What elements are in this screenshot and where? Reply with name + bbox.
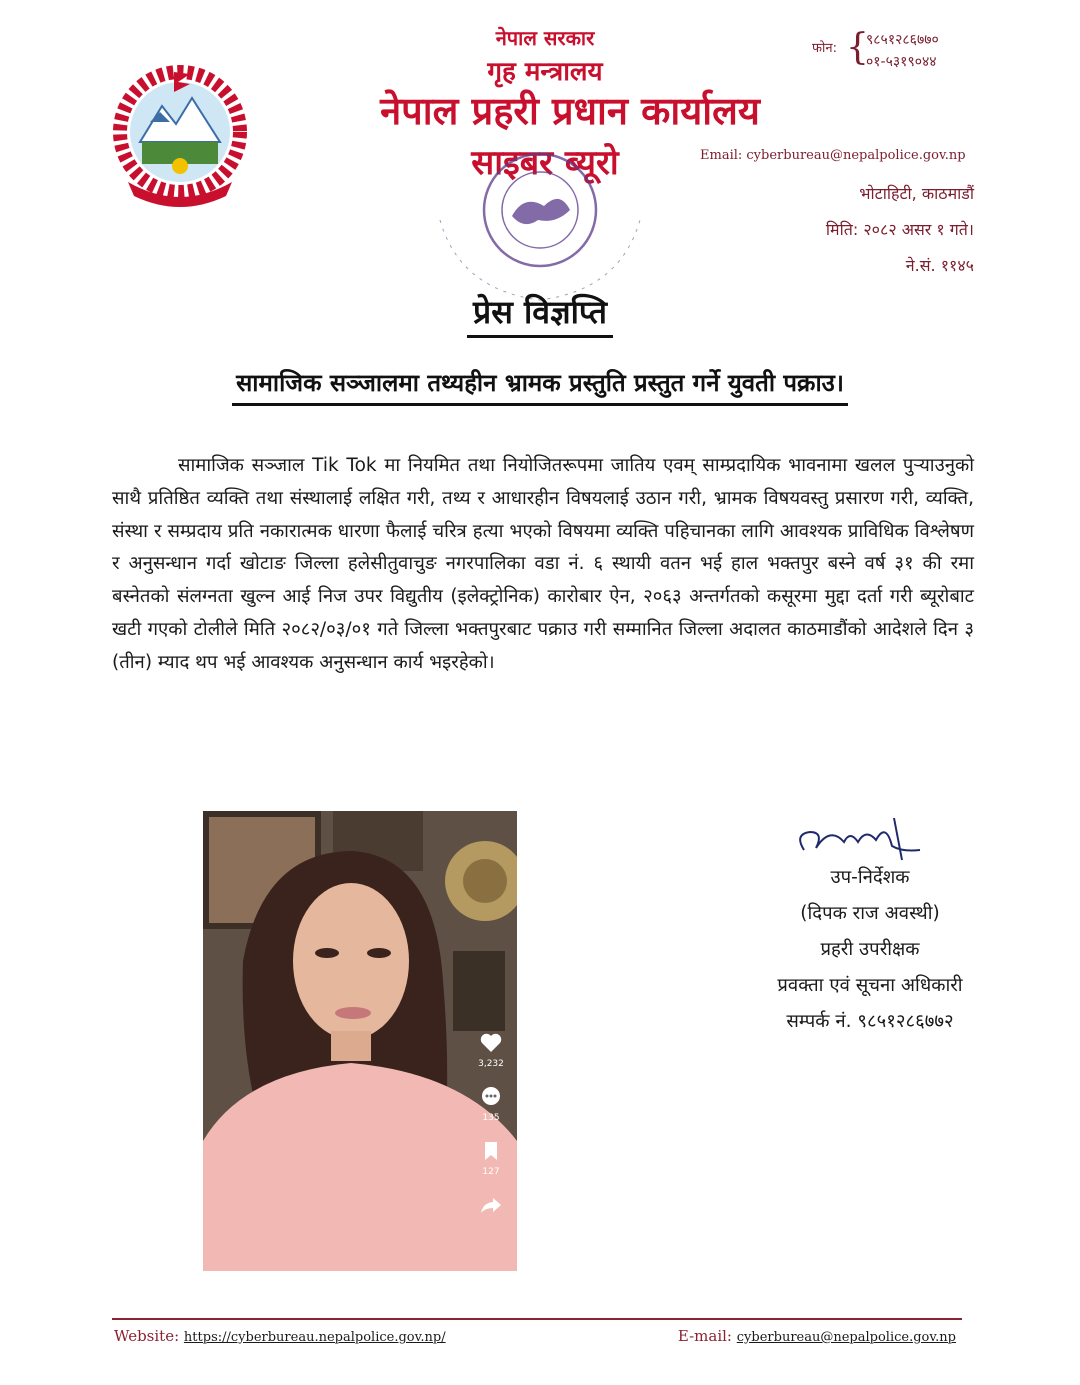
phone-brace: {: [846, 27, 869, 68]
website-link[interactable]: https://cyberbureau.nepalpolice.gov.np/: [183, 1330, 446, 1345]
ministry-title: गृह मन्त्रालय: [487, 57, 603, 87]
footer-email: [678, 1327, 956, 1345]
bureau-title: साइबर ब्यूरो: [471, 143, 619, 183]
handwritten-signature: [790, 812, 930, 872]
press-release-title-text: प्रेस विज्ञप्ति: [467, 293, 613, 338]
share-icon[interactable]: [479, 1193, 503, 1217]
phone-number-2: ०१-५३१९०४४: [866, 54, 937, 70]
signatory-title: उप-निर्देशक: [830, 867, 910, 888]
signatory-contact: सम्पर्क नं. ९८५१२८६७७२: [786, 1011, 954, 1032]
signatory-rank: प्रहरी उपरीक्षक: [820, 939, 920, 960]
nepal-sambat-year: ने.सं. ११४५: [905, 256, 974, 275]
tiktok-action-rail: [471, 1031, 511, 1217]
phone-label: फोन:: [812, 41, 837, 56]
govt-title: नेपाल सरकार: [495, 26, 595, 50]
email-label: E-mail:: [677, 1327, 732, 1345]
footer-divider: [112, 1318, 962, 1320]
email-link[interactable]: cyberbureau@nepalpolice.gov.np: [736, 1330, 956, 1345]
suspect-photo: [203, 811, 517, 1271]
website-label: Website:: [114, 1327, 180, 1345]
press-release-title: [0, 290, 1080, 333]
heart-icon[interactable]: [479, 1031, 503, 1055]
like-count: 3,232: [478, 1059, 504, 1069]
body-paragraph: सामाजिक सञ्जाल Tik Tok मा नियमित तथा नियोजितरूपमा जातिय एवम् साम्प्रदायिक भावनामा खलल पुर्‍याउनुको साथै प्रतिष्ठित व्यक्ति तथा संस्थालाई लक्षित गरी, तथ्य र आधारहीन विषयलाई उठान गरी, भ्रामक विषयवस्तु प्रसारण गरी, व्यक्ति, संस्था र सम्प्रदाय प्रति नकारात्मक धारणा फैलाई चरित्र हत्या भएको विषयमा व्यक्ति पहिचानका लागि आवश्यक प्राविधिक विश्लेषण र अनुसन्धान गर्दा खोटाङ जिल्ला हलेसीतुवाचुङ नगरपालिका वडा नं. ६ स्थायी वतन भई हाल भक्तपुर बस्ने वर्ष ३१ की रमा बस्नेतको संलग्नता खुल्न आई निज उपर विद्युतीय (इलेक्ट्रोनिक) कारोबार ऐन, २०६३ अन्तर्गतको कसूरमा मुद्दा दर्ता गरी ब्यूरोबाट खटी गएको टोलीले मिति २०८२/०३/०१ गते जिल्ला भक्तपुरबाट पक्राउ गरी सम्मानित जिल्ला अदालत काठमाडौंको आदेशले दिन ३ (तीन) म्याद थप भई आवश्यक अनुसन्धान कार्य भइरहेको।: [112, 455, 974, 673]
signatory-name: (दिपक राज अवस्थी): [800, 903, 940, 924]
office-title: नेपाल प्रहरी प्रधान कार्यालय: [380, 89, 760, 133]
save-count: 127: [482, 1167, 500, 1177]
bookmark-icon[interactable]: [479, 1139, 503, 1163]
subject-line: [0, 366, 1080, 399]
issue-date: मिति: २०८२ असर १ गते।: [825, 220, 974, 239]
signatory-role: प्रवक्ता एवं सूचना अधिकारी: [777, 975, 963, 996]
comment-icon[interactable]: [479, 1085, 503, 1109]
office-address: भोटाहिटी, काठमाडौं: [859, 184, 974, 203]
header-email: Email: cyberbureau@nepalpolice.gov.np: [700, 148, 966, 163]
footer-website: [114, 1327, 446, 1345]
comment-count: 135: [482, 1113, 500, 1123]
phone-number-1: ९८५१२८६७७०: [866, 32, 939, 48]
subject-line-text: सामाजिक सञ्जालमा तथ्यहीन भ्रामक प्रस्तुति प्रस्तुत गर्ने युवती पक्राउ।: [232, 369, 848, 406]
